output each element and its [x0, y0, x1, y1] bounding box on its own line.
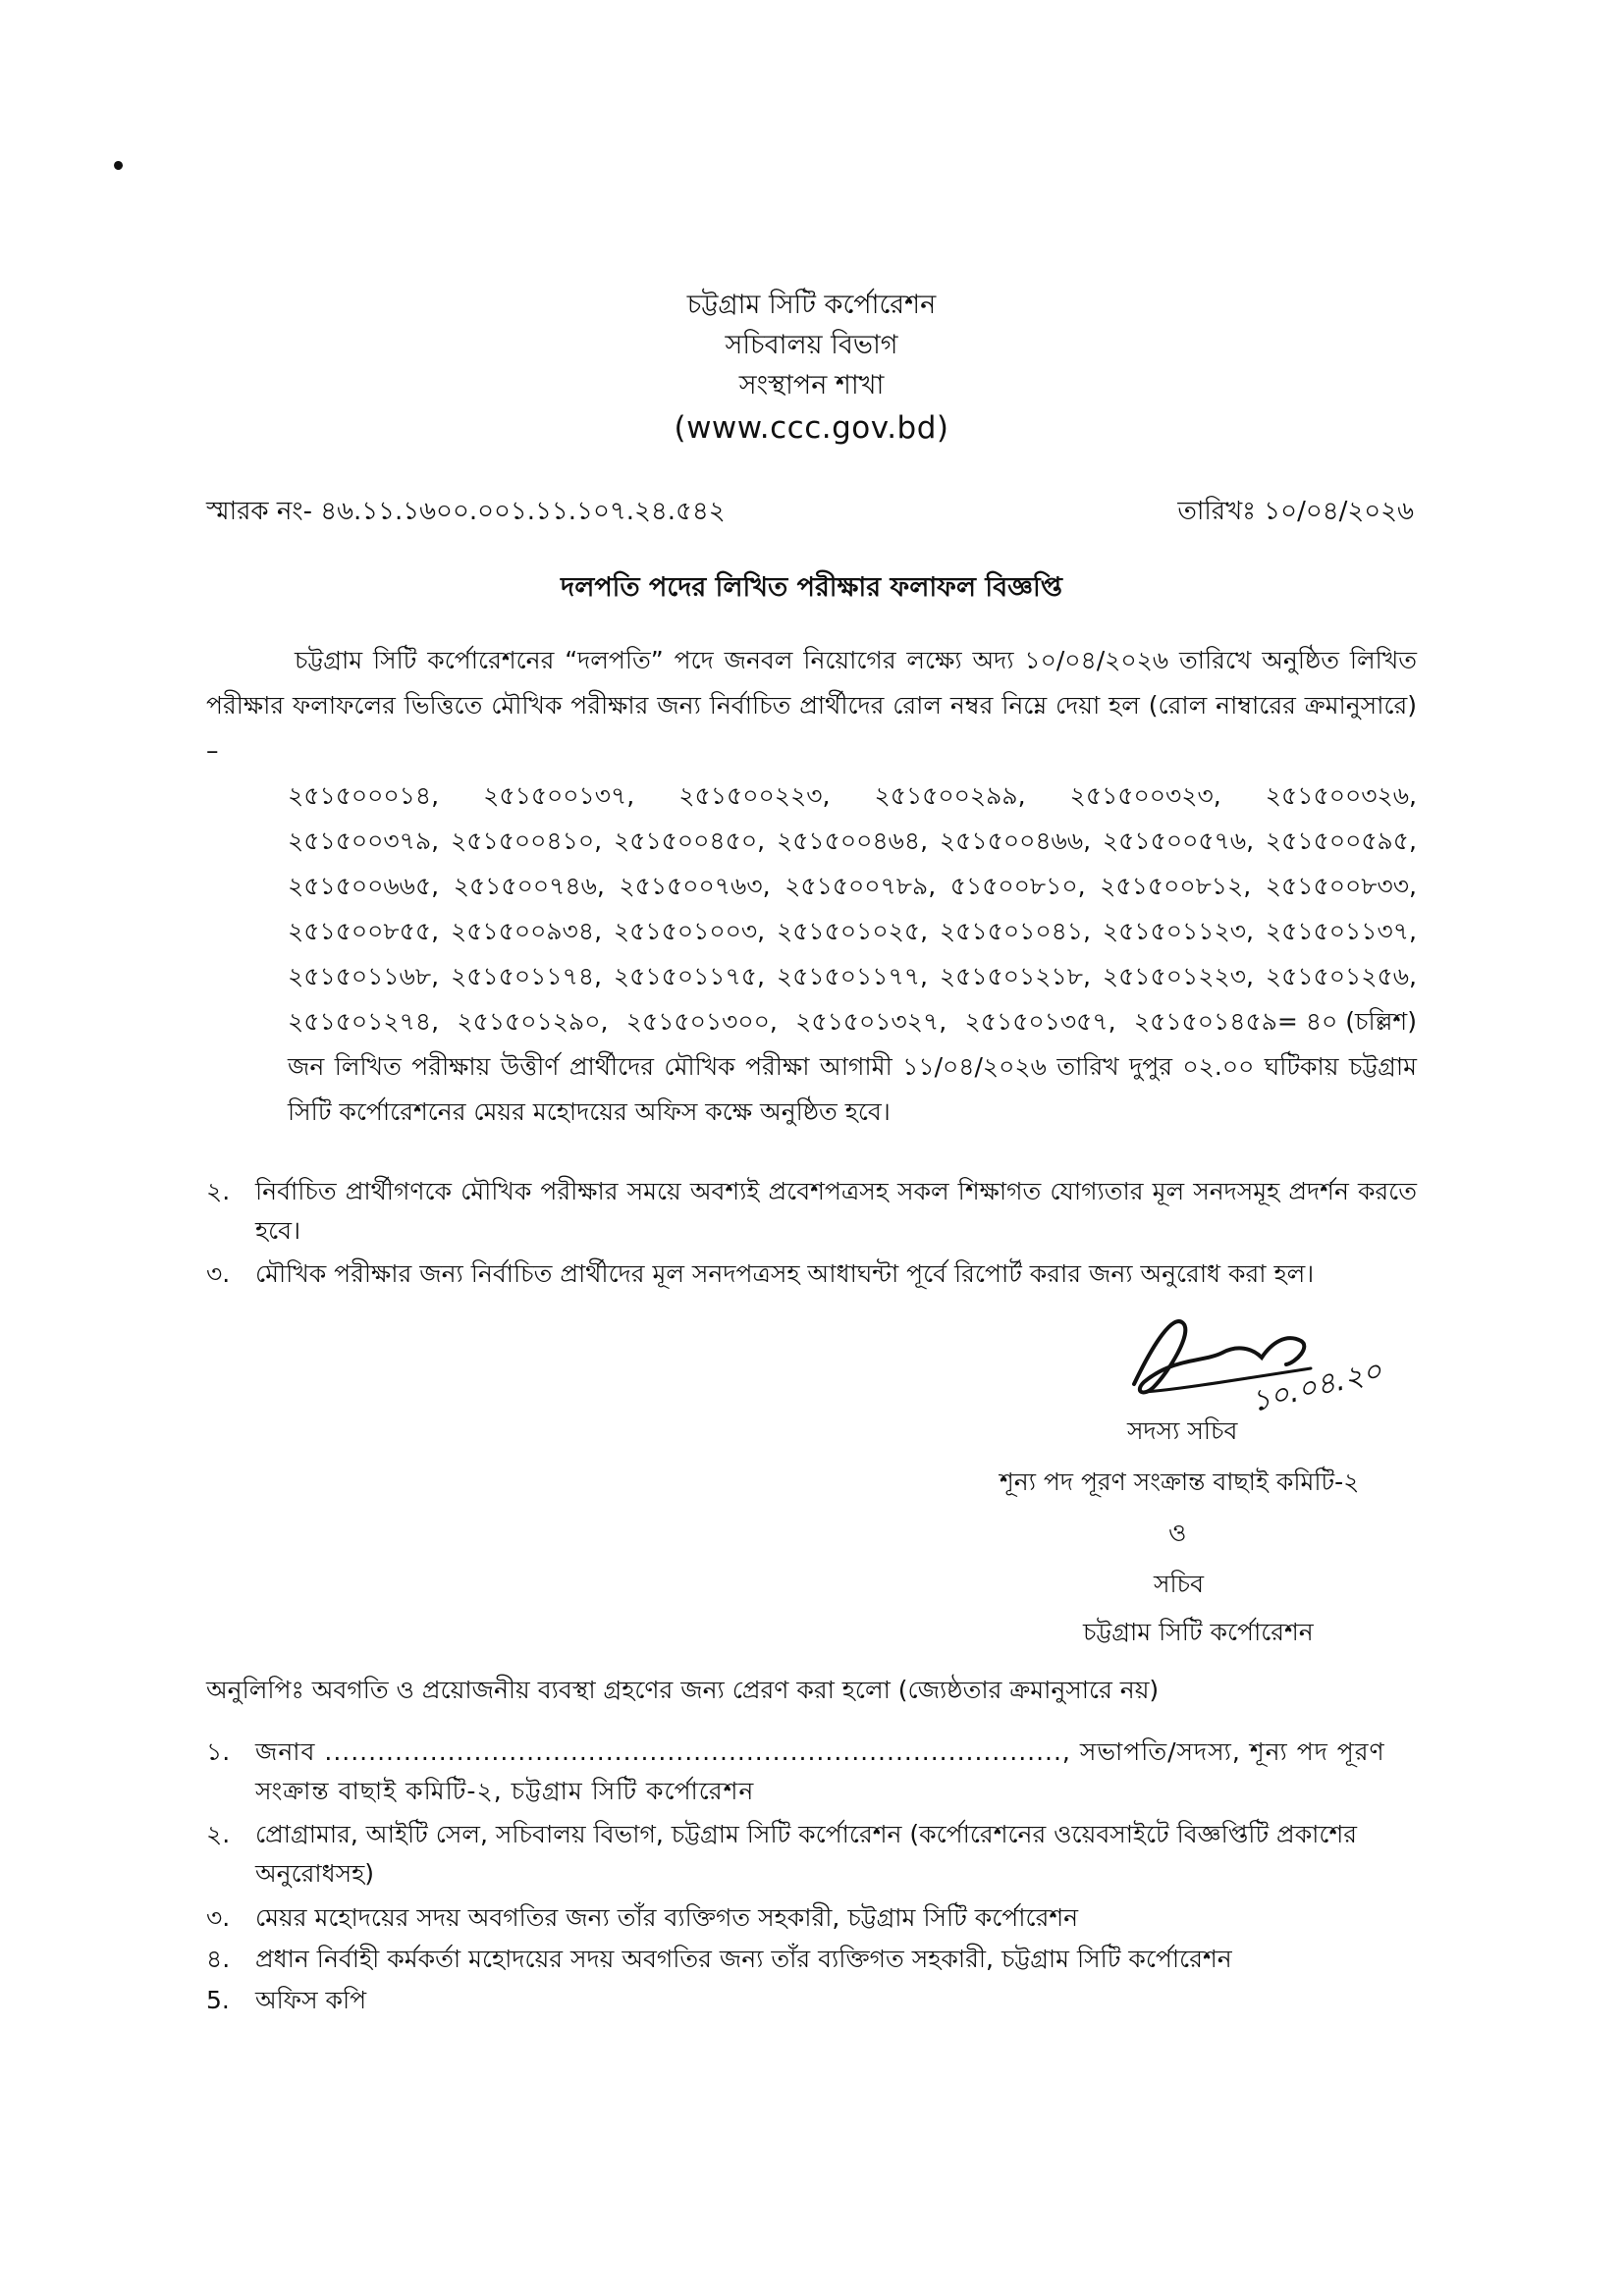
copy-text: অফিস কপি: [255, 1986, 367, 2014]
roll-number: ২৫১৫০১১৭৭,: [776, 962, 928, 990]
intro-paragraph: [206, 638, 1417, 774]
roll-number: ২৫১৫০০৫৯৫,: [1265, 827, 1417, 855]
roll-number: ২৫১৫০১০২৫,: [776, 917, 929, 945]
website-link[interactable]: (www.ccc.gov.bd): [674, 410, 949, 446]
point-number: ৩.: [206, 1259, 231, 1288]
roll-row: [288, 954, 1417, 999]
copy-text: প্রোগ্রামার, আইটি সেল, সচিবালয় বিভাগ, চট্টগ্রাম সিটি কর্পোরেশন (কর্পোরেশনের ওয়েবসাইটে বিজ্ঞপ্তিটি প্রকাশের অনুরোধসহ): [255, 1820, 1358, 1888]
roll-number: ২৫১৫০১১৩৭,: [1265, 917, 1417, 945]
branch-name: সংস্থাপন শাখা: [738, 370, 885, 400]
roll-number: ২৫১৫০১২২৩,: [1102, 962, 1254, 990]
roll-number: ২৫১৫০০৩৭৯,: [288, 827, 440, 855]
copy-number: 5.: [206, 1986, 230, 2014]
point-number: ২.: [206, 1177, 231, 1205]
roll-number: ২৫১৫০১১৭৫,: [613, 962, 765, 990]
roll-number: ২৫১৫০০১৩৭,: [483, 781, 635, 810]
signatory-designation: সদস্য সচিব: [1127, 1416, 1238, 1445]
signatory-committee: শূন্য পদ পূরণ সংক্রান্ত বাছাই কমিটি-২: [1000, 1468, 1360, 1496]
signatory-org: চট্টগ্রাম সিটি কর্পোরেশন: [1083, 1618, 1314, 1646]
roll-number: ২৫১৫০১১৭৪,: [450, 962, 602, 990]
copy-number: ৪.: [206, 1945, 231, 1973]
roll-number: ২৫১৫০০৩২৩,: [1069, 781, 1221, 810]
point-item: [206, 1172, 1417, 1251]
copy-item: [206, 1940, 1417, 1979]
roll-number: ২৫১৫০০৪৬৪,: [776, 827, 929, 855]
copy-item: [206, 1815, 1417, 1894]
point-text: মৌখিক পরীক্ষার জন্য নির্বাচিত প্রার্থীদের মূল সনদপত্রসহ আধাঘন্টা পূর্বে রিপোর্ট করার জন্য অনুরোধ করা হল।: [255, 1259, 1315, 1288]
signatory-and: ও: [1168, 1519, 1187, 1547]
memo-date: তারিখঃ ১০/০৪/২০২৬: [1177, 497, 1414, 526]
ink-speck: [113, 160, 125, 172]
roll-number: ২৫১৫০০৪১০,: [451, 827, 603, 855]
roll-row: [288, 774, 1417, 819]
roll-number: ২৫১৫০১০৪১,: [939, 917, 1091, 945]
roll-number: ৫১৫০০৮১০,: [949, 872, 1086, 900]
notice-title: দলপতি পদের লিখিত পরীক্ষার ফলাফল বিজ্ঞপ্তি: [561, 572, 1062, 603]
roll-number: ২৫১৫০০৭৮৯,: [784, 872, 937, 900]
roll-row: [288, 819, 1417, 864]
roll-number: ২৫১৫০০০১৪,: [288, 781, 440, 810]
roll-number: ২৫১৫০০২৯৯,: [874, 781, 1026, 810]
roll-number: ২৫১৫০১৩২৭,: [795, 1007, 947, 1036]
roll-row: [288, 864, 1417, 909]
roll-number: ২৫১৫০০৩২৬,: [1265, 781, 1417, 810]
division-name: সচিবালয় বিভাগ: [725, 330, 898, 360]
roll-number-total: ২৫১৫০১৪৫৯= ৪০ (চল্লিশ): [1133, 1007, 1417, 1036]
roll-number: ২৫১৫০০৮৩৩,: [1265, 872, 1417, 900]
copy-number: ৩.: [206, 1903, 231, 1932]
copy-text: মেয়র মহোদয়ের সদয় অবগতির জন্য তাঁর ব্যক্তিগত সহকারী, চট্টগ্রাম সিটি কর্পোরেশন: [255, 1903, 1079, 1932]
roll-number: ২৫১৫০১১৬৮,: [288, 962, 440, 990]
roll-number: ২৫১৫০০৫৭৬,: [1102, 827, 1255, 855]
letterhead: [0, 285, 1623, 451]
roll-number: ২৫১৫০১৩০০,: [625, 1007, 778, 1036]
copy-to-heading: অনুলিপিঃ অবগতি ও প্রয়োজনীয় ব্যবস্থা গ্রহণের জন্য প্রেরণ করা হলো (জ্যেষ্ঠতার ক্রমানুসারে নয়): [206, 1676, 1160, 1704]
roll-number: ২৫১৫০০৬৬৫,: [288, 872, 440, 900]
copy-text: প্রধান নির্বাহী কর্মকর্তা মহোদয়ের সদয় অবগতির জন্য তাঁর ব্যক্তিগত সহকারী, চট্টগ্রাম সিটি কর্পোরেশন: [255, 1945, 1232, 1973]
roll-number: ২৫১৫০০৪৬৬,: [939, 827, 1092, 855]
roll-row: [288, 999, 1417, 1044]
point-item: [206, 1255, 1417, 1294]
intro-text: চট্টগ্রাম সিটি কর্পোরেশনের “দলপতি” পদে জনবল নিয়োগের লক্ষ্যে অদ্য ১০/০৪/২০২৬ তারিখে অনুষ্ঠিত লিখিত পরীক্ষার ফলাফলের ভিত্তিতে মৌখিক পরীক্ষার জন্য নির্বাচিত প্রার্থীদের রোল নম্বর নিম্নে দেয়া হল (রোল নাম্বারের ক্রমানুসারে) –: [206, 646, 1417, 765]
roll-number: ২৫১৫০১১২৩,: [1102, 917, 1254, 945]
copy-item: [206, 1981, 1417, 2020]
roll-number: ২৫১৫০০৮৫৫,: [288, 917, 440, 945]
point-text: নির্বাচিত প্রার্থীগণকে মৌখিক পরীক্ষার সময়ে অবশ্যই প্রবেশপত্রসহ সকল শিক্ষাগত যোগ্যতার মূল সনদসমূহ প্রদর্শন করতে হবে।: [255, 1177, 1417, 1245]
handwritten-signature: [1114, 1304, 1419, 1421]
copy-number: ১.: [206, 1737, 231, 1766]
roll-number: ২৫১৫০১০০৩,: [613, 917, 766, 945]
roll-list: [288, 774, 1417, 1044]
roll-number: ২৫১৫০০৭৪৬,: [453, 872, 605, 900]
org-name: চট্টগ্রাম সিটি কর্পোরেশন: [686, 290, 937, 320]
copy-item: [206, 1733, 1417, 1811]
roll-number: ২৫১৫০০৭৬৩,: [619, 872, 771, 900]
roll-number: ২৫১৫০১২৭৪,: [288, 1007, 440, 1036]
roll-number: ২৫১৫০০৮১২,: [1100, 872, 1252, 900]
roll-row: [288, 909, 1417, 954]
copy-item: [206, 1898, 1417, 1938]
roll-number: ২৫১৫০০২২৩,: [678, 781, 831, 810]
copy-number: ২.: [206, 1820, 231, 1848]
roll-number: ২৫১৫০১২৫৬,: [1265, 962, 1417, 990]
roll-number: ২৫১৫০০৪৫০,: [613, 827, 766, 855]
signatory-designation-secretary: সচিব: [1154, 1570, 1205, 1598]
copy-text: জনাব ...................................................................................., সভাপতি/সদস্য, শূন্য পদ পূরণ সংক্রান্ত বাছাই কমিটি-২, চট্টগ্রাম সিটি কর্পোরেশন: [255, 1737, 1385, 1805]
roll-number: ২৫১৫০০৯৩৪,: [450, 917, 603, 945]
roll-number: ২৫১৫০১৩৫৭,: [964, 1007, 1116, 1036]
roll-number: ২৫১৫০১২১৮,: [939, 962, 1091, 990]
viva-announcement: জন লিখিত পরীক্ষায় উত্তীর্ণ প্রার্থীদের মৌখিক পরীক্ষা আগামী ১১/০৪/২০২৬ তারিখ দুপুর ০২.০০ ঘটিকায় চট্টগ্রাম সিটি কর্পোরেশনের মেয়র মহোদয়ের অফিস কক্ষে অনুষ্ঠিত হবে।: [288, 1052, 1417, 1126]
memo-ref: স্মারক নং- ৪৬.১১.১৬০০.০০১.১১.১০৭.২৪.৫৪২: [206, 497, 726, 526]
roll-number: ২৫১৫০১২৯০,: [457, 1007, 609, 1036]
signature-date: ১০.০৪.২০: [1247, 1354, 1386, 1419]
